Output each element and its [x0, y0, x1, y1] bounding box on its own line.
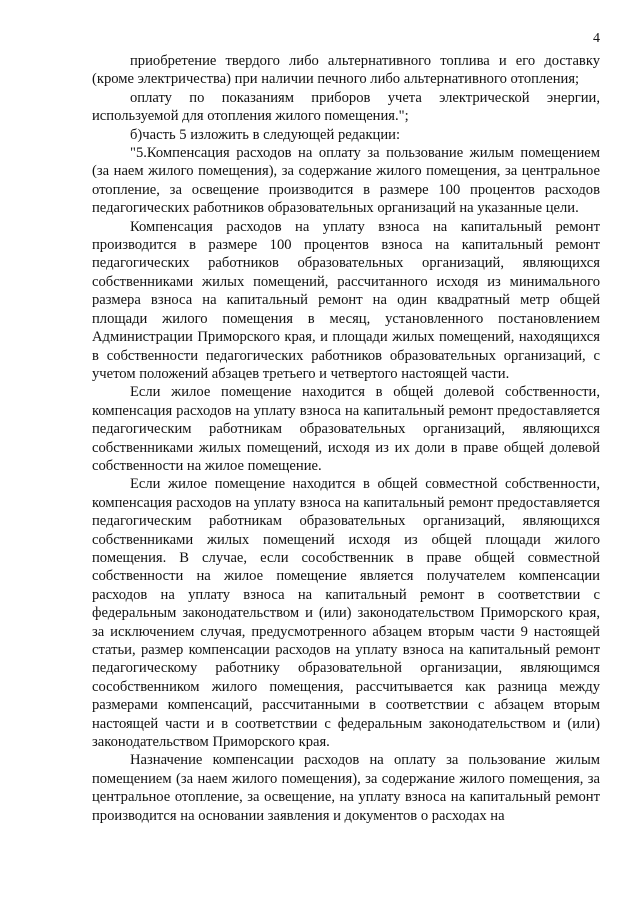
page-number: 4	[593, 31, 600, 46]
paragraph-fuel-purchase: приобретение твердого либо альтернативного топлива и его доставку (кроме электричества) при наличии печного либо альтернативного отопления;	[92, 53, 600, 88]
paragraph-compensation-rent: "5.Компенсация расходов на оплату за пользование жилым помещением (за наем жилого помещения), за содержание жилого помещения, за центральное отопление, за освещение производится в размере 100 процентов расходов педагогических работников образовательных организаций на указанные цели.	[92, 145, 600, 217]
paragraph-part5-intro: б)часть 5 изложить в следующей редакции:	[130, 126, 401, 143]
paragraph-joint-ownership: Если жилое помещение находится в общей совместной собственности, компенсация расходов на уплату взноса на капитальный ремонт предоставляется педагогическим работникам образовательных организаций, являющихся собственниками жилых помещений исходя из общей площади жилого помещения. В случае, если сособственник в праве общей совместной собственности на жилое помещение является получателем компенсации расходов на уплату взноса на капитальный ремонт в соответствии с федеральным законодательством и (или) законодательством Приморского края, за исключением случая, предусмотренного абзацем вторым части 9 настоящей статьи, размер компенсации расходов на уплату взноса на капитальный ремонт педагогическому работнику образовательной организации, являющимся сособственником жилого помещения, рассчитывается как разница между размерами компенсаций, рассчитанными в соответствии с абзацем вторым настоящей части и в соответствии с федеральным законодательством и (или) законодательством Приморского края.	[92, 476, 600, 751]
paragraph-meter-payment: оплату по показаниям приборов учета электрической энергии, используемой для отопления жилого помещения.";	[92, 89, 600, 125]
paragraph-capital-repair: Компенсация расходов на уплату взноса на капитальный ремонт производится в размере 100 процентов взноса на капитальный ремонт педагогических работников образовательных организаций, являющихся собственниками жилых помещений, рассчитанного исходя из минимального размера взноса на капитальный ремонт на один квадратный метр общей площади жилого помещения в месяц, установленного постановлением Администрации Приморского края, и площади жилых помещений, находящихся в собственности педагогических работников образовательных организаций, с учетом положений абзацев третьего и четвертого настоящей части.	[92, 218, 600, 382]
paragraph-shared-ownership: Если жилое помещение находится в общей долевой собственности, компенсация расходов на уплату взноса на капитальный ремонт предоставляется педагогическим работникам образовательных организаций, являющихся собственниками жилых помещений, исходя из их доли в праве общей долевой собственности на жилое помещение.	[92, 384, 600, 474]
document-body	[92, 52, 600, 825]
paragraph-assignment: Назначение компенсации расходов на оплату за пользование жилым помещением (за наем жилого помещения), за содержание жилого помещения, за центральное отопление, за освещение, на уплату взноса на капитальный ремонт производится на основании заявления и документов о расходах на	[92, 752, 600, 824]
